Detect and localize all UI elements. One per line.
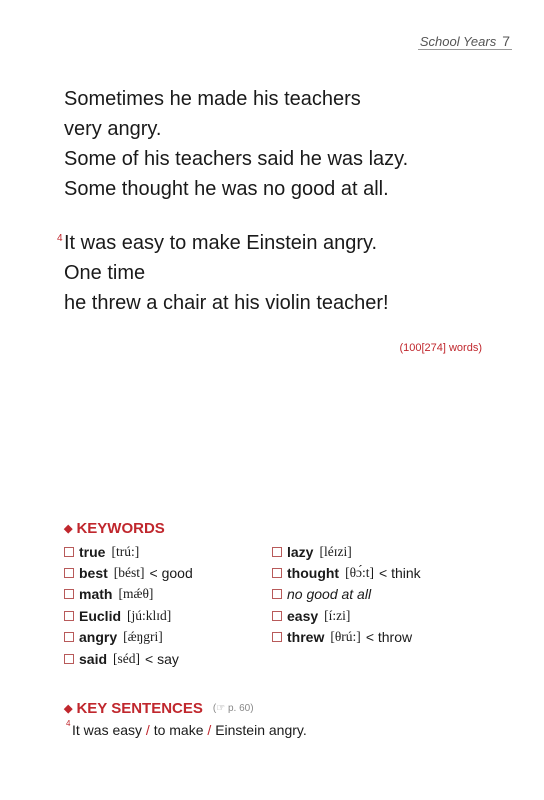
keyword-word: best: [79, 565, 108, 582]
diamond-icon: ◆: [64, 523, 73, 535]
keyword-word: said: [79, 650, 108, 667]
sentence-part: to make: [153, 722, 204, 738]
running-header: [420, 33, 510, 49]
keyword-item: [64, 648, 193, 669]
checkbox-icon: [64, 654, 74, 664]
keyword-pronunciation: [mǽθ]: [118, 586, 154, 602]
keyword-item: [272, 584, 421, 605]
keyword-item: [272, 562, 421, 583]
keyword-word: angry: [79, 629, 118, 646]
keyword-word: lazy: [287, 543, 314, 560]
keyword-word: threw: [287, 629, 325, 646]
keywords-right-column: [272, 541, 421, 648]
key-sentences-heading: [64, 700, 254, 717]
keyword-note: < think: [379, 565, 421, 582]
checkbox-icon: [64, 632, 74, 642]
keyword-pronunciation: [θɔ́:t]: [345, 565, 375, 581]
keyword-pronunciation: [trú:]: [111, 543, 140, 559]
keyword-item: [272, 605, 421, 626]
checkbox-icon: [64, 611, 74, 621]
key-sentences-title: KEY SENTENCES: [76, 700, 203, 717]
paragraph-2: [57, 228, 408, 318]
running-title: School Years: [419, 34, 497, 49]
text-line: Some thought he was no good at all.: [64, 178, 389, 200]
keyword-word: true: [79, 543, 106, 560]
keyword-item: [272, 541, 421, 562]
text-line: One time: [64, 262, 146, 284]
slash-separator: /: [145, 722, 150, 738]
keywords-title: KEYWORDS: [76, 520, 165, 537]
keyword-note: < say: [145, 650, 179, 667]
keyword-item: [64, 584, 193, 605]
keyword-pronunciation: [jú:klɪd]: [127, 607, 172, 623]
paragraph-1: [64, 84, 408, 204]
header-rule: [418, 49, 512, 50]
text-line: he threw a chair at his violin teacher!: [64, 292, 389, 314]
slash-separator: /: [207, 722, 212, 738]
keyword-item: [64, 562, 193, 583]
checkbox-icon: [64, 589, 74, 599]
text-line: Some of his teachers said he was lazy.: [64, 148, 409, 170]
keywords-left-column: [64, 541, 193, 669]
story-text: [57, 84, 409, 318]
keyword-pronunciation: [ǽŋgri]: [123, 629, 163, 645]
keyword-pronunciation: [léɪzi]: [319, 543, 352, 559]
text-line: It was easy to make Einstein angry.: [64, 232, 378, 254]
keyword-item: [272, 627, 421, 648]
keyword-item: [64, 605, 193, 626]
text-line: very angry.: [64, 118, 162, 140]
text-line: Sometimes he made his teachers: [64, 88, 361, 110]
sentence-marker: 4: [66, 719, 71, 728]
checkbox-icon: [272, 632, 282, 642]
keywords-heading: [64, 520, 165, 537]
keyword-word: easy: [287, 607, 319, 624]
keyword-phrase: no good at all: [287, 586, 372, 603]
checkbox-icon: [272, 611, 282, 621]
sentence-part: It was easy: [72, 722, 143, 738]
key-sentence: [66, 719, 307, 738]
keyword-word: thought: [287, 565, 340, 582]
keyword-note: < good: [149, 565, 193, 582]
keyword-pronunciation: [bést]: [113, 565, 145, 581]
checkbox-icon: [64, 547, 74, 557]
diamond-icon: ◆: [64, 703, 73, 715]
keyword-word: math: [79, 586, 113, 603]
keyword-item: [64, 541, 193, 562]
keyword-item: [64, 627, 193, 648]
keyword-pronunciation: [θrú:]: [330, 629, 361, 645]
keyword-pronunciation: [séd]: [113, 650, 141, 666]
checkbox-icon: [272, 547, 282, 557]
checkbox-icon: [272, 589, 282, 599]
sentence-part: Einstein angry.: [215, 722, 307, 738]
sentence-marker: 4: [57, 233, 63, 244]
checkbox-icon: [64, 568, 74, 578]
keyword-word: Euclid: [79, 607, 122, 624]
page-number: 7: [502, 33, 510, 49]
keyword-note: < throw: [365, 629, 413, 646]
word-count: (100[274] words): [399, 342, 482, 354]
keyword-pronunciation: [í:zi]: [324, 607, 351, 623]
page-reference: (☞ p. 60): [212, 703, 254, 714]
checkbox-icon: [272, 568, 282, 578]
